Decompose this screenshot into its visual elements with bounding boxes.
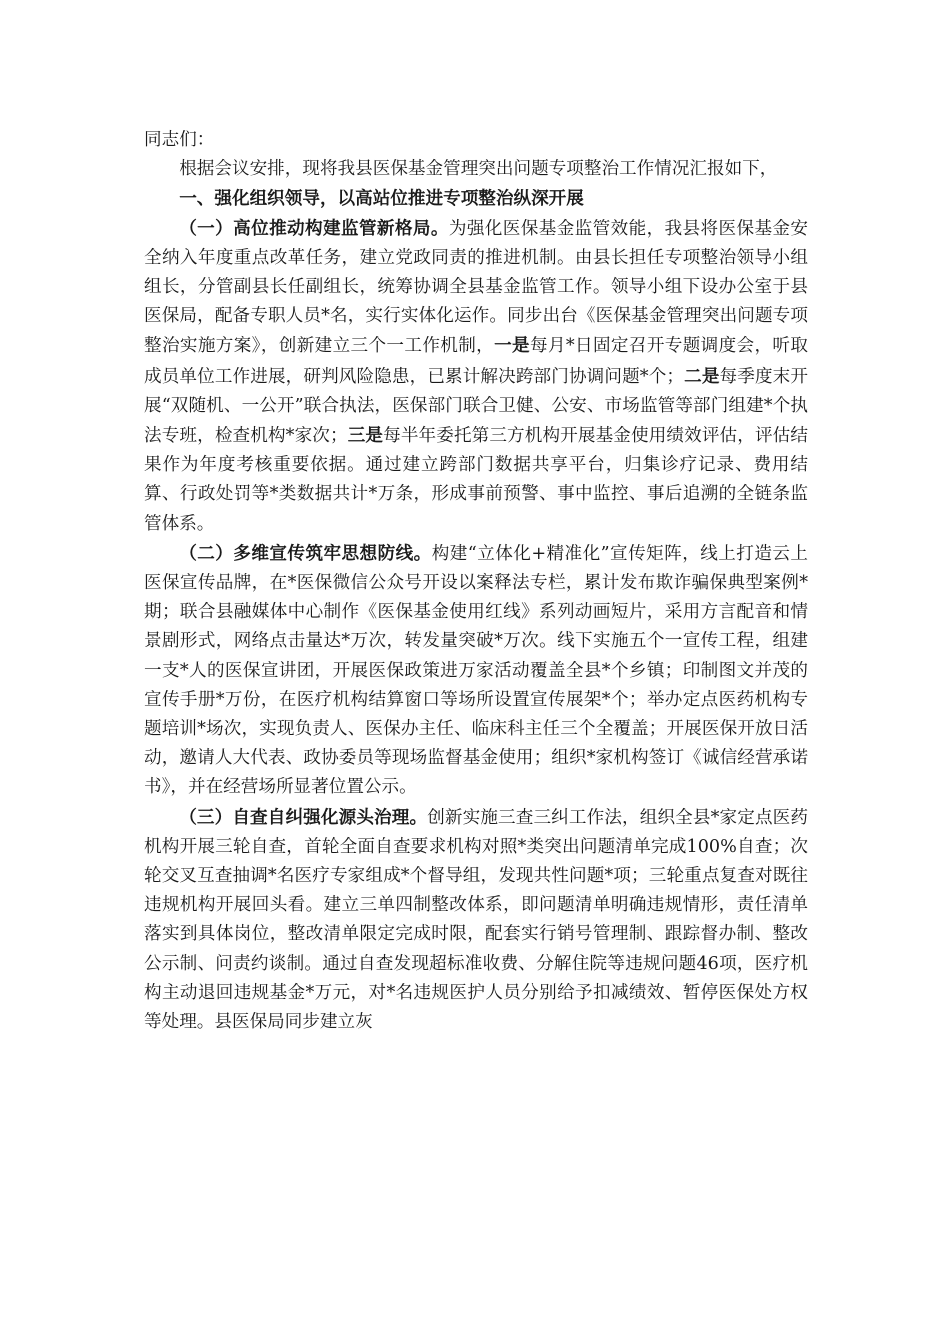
- paragraph-2-text: 构建“立体化+精准化”宣传矩阵，线上打造云上医保宣传品牌，在*医保微信公众号开设以案释法专栏，累计发布欺诈骗保典型案例*期；联合县融媒体中心制作《医保基金使用红线》系列动画短片，采用方言配音和情景剧形式，网络点击量达*万次，转发量突破*万次。线下实施五个一宣传工程，组建一支*人的医保宣讲团，开展医保政策进万家活动覆盖全县*个乡镇；印制图文并茂的宣传手册*万份，在医疗机构结算窗口等场所设置宣传展架*个；举办定点医药机构专题培训*场次，实现负责人、医保办主任、临床科主任三个全覆盖；开展医保开放日活动，邀请人大代表、政协委员等现场监督基金使用；组织*家机构签订《诚信经营承诺书》，并在经营场所显著位置公示。: [144, 543, 808, 798]
- paragraph-1-text-d: 每半年委托第三方机构开展基金使用绩效评估，评估结果作为年度考核重要依据。通过建立跨部门数据共享平台，归集诊疗记录、费用结算、行政处罚等*类数据共计*万条，形成事前预警、事中监控、事后追溯的全链条监管体系。: [144, 426, 808, 534]
- paragraph-1-title: （一）高位推动构建监管新格局。: [179, 217, 449, 239]
- salutation: 同志们：: [144, 130, 215, 150]
- keyword-first: 一是: [494, 335, 530, 357]
- keyword-second: 二是: [684, 365, 720, 387]
- section-heading-1: 一、强化组织领导，以高站位推进专项整治纵深开展: [179, 188, 584, 210]
- paragraph-3: [144, 803, 808, 1038]
- keyword-third: 三是: [347, 425, 384, 447]
- paragraph-3-title: （三）自查自纠强化源头治理。: [179, 806, 428, 828]
- paragraph-3-text: 创新实施三查三纠工作法，组织全县*家定点医药机构开展三轮自查，首轮全面自查要求机构对照*类突出问题清单完成100%自查；次轮交叉互查抽调*名医疗专家组成*个督导组，发现共性问题*项；三轮重点复查对既往违规机构开展回头看。建立三单四制整改体系，即问题清单明确违规情形，责任清单落实到具体岗位，整改清单限定完成时限，配套实行销号管理制、跟踪督办制、整改公示制、问责约谈制。通过自查发现超标准收费、分解住院等违规问题46项，医疗机构主动退回违规基金*万元，对*名违规医护人员分别给予扣减绩效、暂停医保处方权等处理。县医保局同步建立灰: [144, 807, 808, 1033]
- paragraph-2-title: （二）多维宣传筑牢思想防线。: [179, 542, 432, 564]
- paragraph-1: [144, 214, 808, 539]
- paragraph-1-text-c: 每季度末开展“双随机、一公开”联合执法，医保部门联合卫健、公安、市场监管等部门组建*个执法专班，检查机构*家次；: [144, 366, 808, 447]
- paragraph-1-text-a: 为强化医保基金监管效能，我县将医保基金安全纳入年度重点改革任务，建立党政同责的推进机制。由县长担任专项整治领导小组组长，分管副县长任副组长，统筹协调全县基金监管工作。领导小组下设办公室于县医保局，配备专职人员*名，实行实体化运作。同步出台《医保基金管理突出问题专项整治实施方案》，创新建立三个一工作机制，: [144, 218, 808, 357]
- intro-paragraph: 根据会议安排，现将我县医保基金管理突出问题专项整治工作情况汇报如下，: [179, 159, 778, 180]
- paragraph-2: [144, 539, 808, 803]
- paragraph-1-text-b: 每月*日固定召开专题调度会，听取成员单位工作进展，研判风险隐患，已累计解决跨部门协调问题*个；: [144, 336, 808, 387]
- document-page: [144, 126, 808, 1037]
